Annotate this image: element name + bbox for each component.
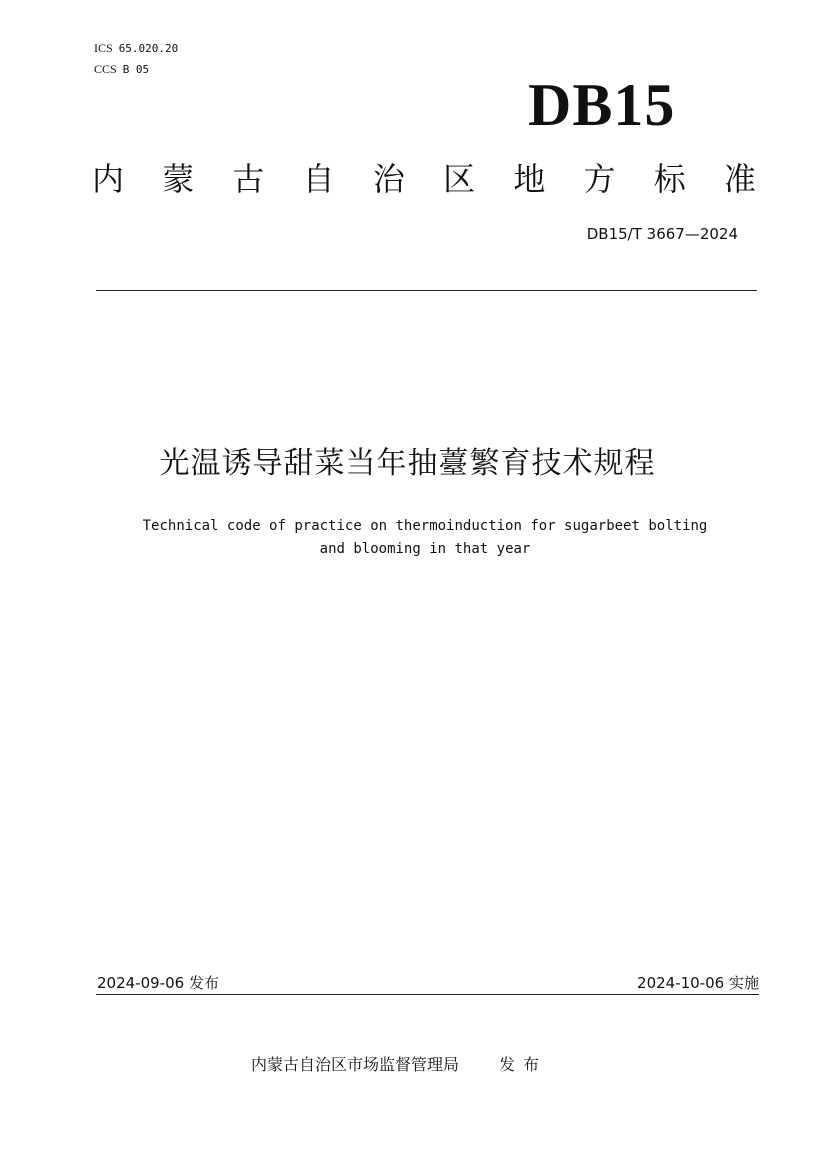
standard-type-char: 治	[372, 160, 405, 198]
english-title-line: Technical code of practice on thermoinduction for sugarbeet bolting	[142, 518, 708, 534]
ics-value: 65.020.20	[118, 42, 179, 55]
standard-type-char: 蒙	[162, 160, 195, 198]
standard-type-title	[92, 160, 756, 198]
standard-type-char: 自	[302, 160, 335, 198]
footer-divider	[96, 994, 759, 995]
publish-action: 发布	[499, 1055, 548, 1074]
standard-type-char: 地	[513, 160, 546, 198]
ics-code	[94, 41, 178, 56]
standard-type-char: 方	[583, 160, 616, 198]
standard-type-char: 内	[92, 160, 125, 198]
english-title-line: and blooming in that year	[319, 541, 531, 557]
standard-type-char: 古	[232, 160, 265, 198]
standard-type-char: 区	[443, 160, 476, 198]
standard-type-char: 准	[723, 160, 756, 198]
header-divider	[96, 290, 757, 291]
publish-date: 2024-09-06 发布	[97, 974, 219, 992]
publisher	[251, 1055, 547, 1075]
ccs-label: CCS	[94, 62, 117, 76]
document-title-english	[40, 515, 810, 561]
publisher-name: 内蒙古自治区市场监督管理局	[251, 1055, 460, 1074]
document-title-chinese: 光温诱导甜菜当年抽薹繁育技术规程	[159, 446, 656, 481]
implementation-date: 2024-10-06 实施	[637, 974, 759, 992]
standard-mark: DB15	[528, 72, 676, 138]
ccs-code	[94, 62, 149, 77]
ics-label: ICS	[94, 41, 113, 55]
standard-type-char: 标	[653, 160, 686, 198]
standard-number: DB15/T 3667—2024	[586, 225, 738, 243]
ccs-value: B 05	[122, 63, 150, 76]
